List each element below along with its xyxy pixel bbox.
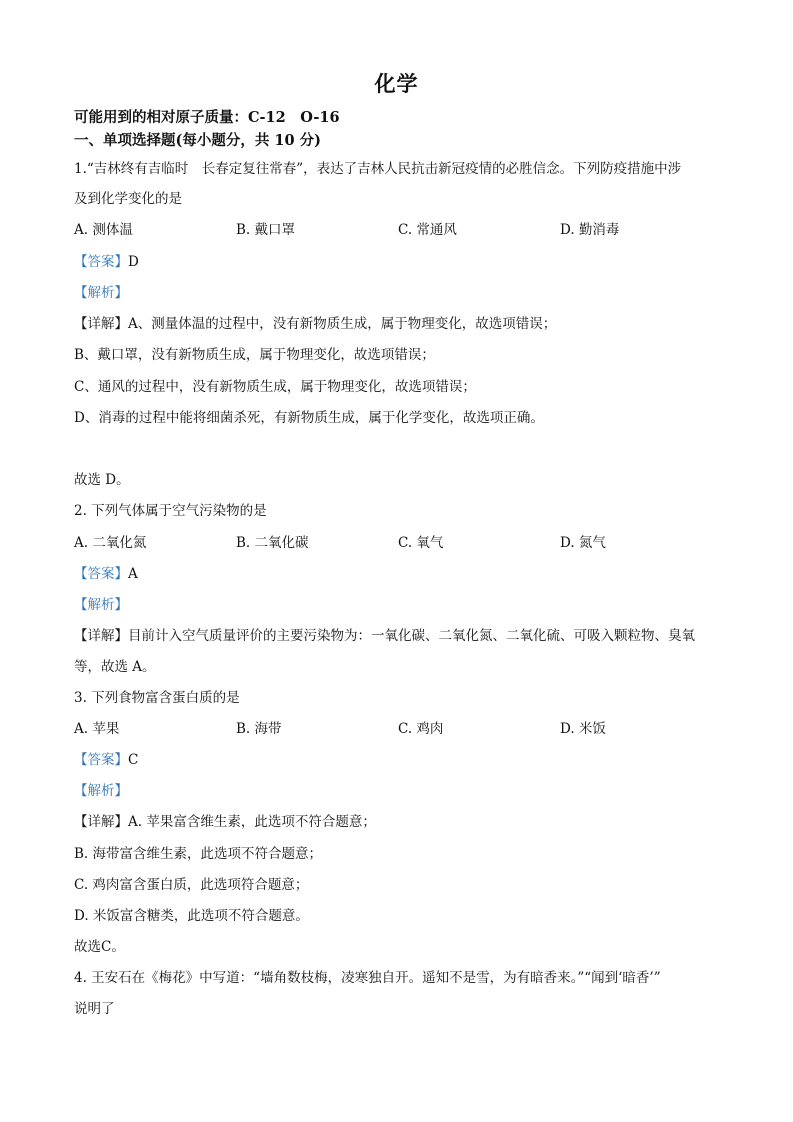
q3-analysis-tag: 【解析】: [74, 783, 128, 799]
q2-option-c: C. 氧气: [398, 535, 444, 551]
q4-stem-line2: 说明了: [74, 1001, 115, 1017]
q1-option-d: D. 勤消毒: [560, 222, 620, 238]
q2-answer-value: A: [128, 566, 138, 582]
q3-option-b: B. 海带: [236, 721, 282, 737]
q3-detail-b: B. 海带富含维生素，此选项不符合题意；: [74, 846, 323, 862]
q2-option-b: B. 二氧化碳: [236, 535, 309, 551]
q1-detail-b: B、戴口罩，没有新物质生成，属于物理变化，故选项错误；: [74, 347, 435, 363]
q1-detail-a: A、测量体温的过程中，没有新物质生成，属于物理变化，故选项错误；: [128, 316, 557, 332]
q1-stem-line1: 1.“吉林终有吉临时 长春定复往常春”，表达了吉林人民抗击新冠疫情的必胜信念。下列防疫措施中涉: [74, 161, 682, 177]
detail-tag: 【详解】: [74, 814, 128, 830]
q3-answer-value: C: [128, 752, 139, 768]
q3-option-d: D. 米饭: [560, 721, 606, 737]
q4-stem-line1: 4. 王安石在《梅花》中写道：“墙角数枝梅，凌寒独自开。遥知不是雪，为有暗香来。”“闻到‘暗香’”: [74, 970, 661, 986]
q3-option-c: C. 鸡肉: [398, 721, 444, 737]
q2-detail-line1: [74, 626, 724, 646]
q2-analysis-tag: 【解析】: [74, 597, 128, 613]
q3-answer: [74, 750, 724, 770]
q1-option-c: C. 常通风: [398, 222, 457, 238]
q1-stem-line2: 及到化学变化的是: [74, 191, 182, 207]
q3-detail-c: C. 鸡肉富含蛋白质，此选项符合题意；: [74, 877, 309, 893]
q1-detail-line: [74, 314, 724, 334]
answer-tag: 【答案】: [74, 254, 128, 270]
atomic-mass-note: 可能用到的相对原子质量：C-12 O-16: [74, 109, 340, 126]
q1-conclusion: 故选 D。: [74, 472, 130, 488]
q1-answer-value: D: [128, 254, 139, 270]
answer-tag: 【答案】: [74, 566, 128, 582]
page-title: 化学: [374, 71, 419, 96]
detail-tag: 【详解】: [74, 628, 128, 644]
section-heading: 一、单项选择题(每小题分，共 10 分): [74, 132, 321, 149]
q3-conclusion: 故选C。: [74, 939, 125, 955]
q2-detail-line2: 等，故选 A。: [74, 659, 156, 675]
q3-detail-line: [74, 812, 724, 832]
q1-option-b: B. 戴口罩: [236, 222, 296, 238]
q1-detail-d: D、消毒的过程中能将细菌杀死，有新物质生成，属于化学变化，故选项正确。: [74, 410, 544, 426]
q3-detail-a: A. 苹果富含维生素，此选项不符合题意；: [128, 814, 376, 830]
q1-option-a: A. 测体温: [74, 222, 133, 238]
q2-detail-text: 目前计入空气质量评价的主要污染物为：一氧化碳、二氧化氮、二氧化硫、可吸入颗粒物、臭氧: [128, 628, 695, 644]
q1-answer: [74, 252, 724, 272]
detail-tag: 【详解】: [74, 316, 128, 332]
answer-tag: 【答案】: [74, 752, 128, 768]
q2-stem: 2. 下列气体属于空气污染物的是: [74, 503, 267, 519]
q3-stem: 3. 下列食物富含蛋白质的是: [74, 690, 240, 706]
q3-detail-d: D. 米饭富含糖类，此选项不符合题意。: [74, 908, 309, 924]
q2-answer: [74, 564, 724, 584]
q2-option-d: D. 氮气: [560, 535, 606, 551]
q3-option-a: A. 苹果: [74, 721, 120, 737]
q1-detail-c: C、通风的过程中，没有新物质生成，属于物理变化，故选项错误；: [74, 379, 476, 395]
q2-option-a: A. 二氧化氮: [74, 535, 147, 551]
q1-analysis-tag: 【解析】: [74, 285, 128, 301]
